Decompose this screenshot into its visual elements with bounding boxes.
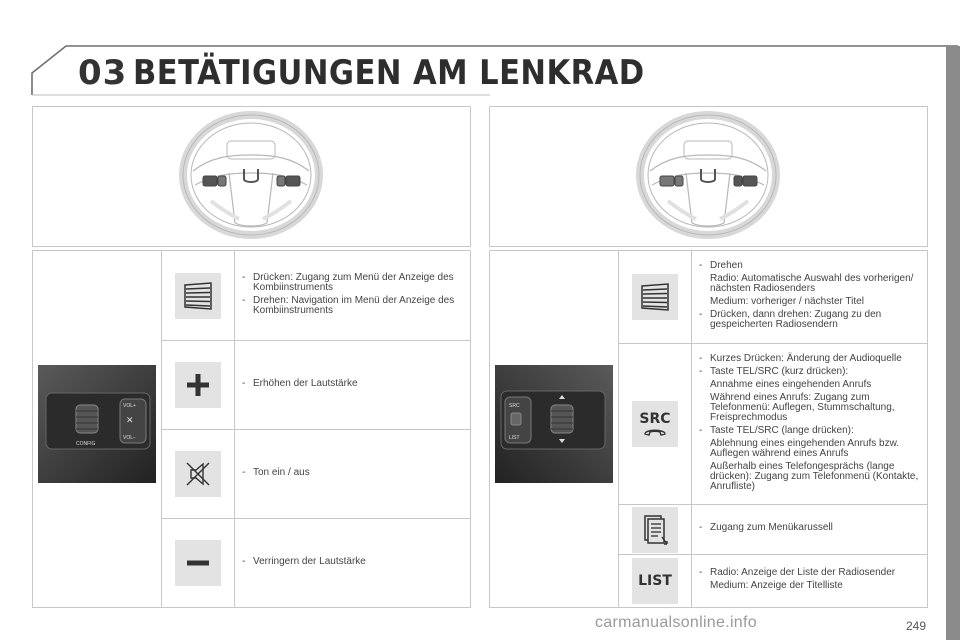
table-row: [618, 504, 927, 554]
table-row: [618, 251, 927, 343]
list-item: - Zugang zum Menükarussell: [699, 522, 833, 533]
table-row: [618, 343, 927, 504]
list-subitem: Außerhalb eines Telefongesprächs (lange drücken): Zugang zum Telefonmenü (Kontakte, Anrufliste): [710, 460, 919, 492]
table-row: [161, 518, 470, 607]
list-label: LIST: [509, 435, 520, 441]
minus-icon: [175, 540, 221, 586]
list-subitem: Radio: Automatische Auswahl des vorherigen/ nächsten Radiosenders: [710, 273, 914, 294]
icon-cell: [619, 505, 692, 554]
icon-cell: [619, 344, 692, 504]
list-item: - Drehen: Navigation im Menü der Anzeige des Kombiinstruments: [242, 294, 455, 316]
steering-wheel-panel-left: [32, 106, 471, 247]
menu-carousel-icon: [632, 507, 678, 553]
list-subitem: Medium: vorheriger / nächster Titel: [710, 296, 864, 307]
icon-cell: [619, 251, 692, 343]
src-icon-label: SRC: [639, 411, 671, 427]
left-rows: [161, 251, 470, 607]
plus-icon: [175, 362, 221, 408]
list-item: - Taste TEL/SRC (kurz drücken):: [699, 365, 849, 377]
list-item: - Drehen: [699, 260, 743, 271]
src-phone-icon: [632, 401, 678, 447]
list-item: - Drücken: Zugang zum Menü der Anzeige des Kombiinstruments: [242, 271, 454, 293]
config-label: CONFIG: [76, 441, 96, 447]
watermark: carmanualsonline.info: [595, 614, 757, 631]
left-controls-table: [32, 250, 471, 608]
left-switch-photo: [38, 365, 156, 483]
list-subitem: Während eines Anrufs: Zugang zum Telefonmenü: Auflegen, Stummschaltung, Freisprechmodus: [710, 391, 895, 423]
phone-handset-icon: [643, 427, 667, 437]
page-number: 249: [906, 619, 927, 633]
icon-cell: [619, 555, 692, 607]
right-controls-table: [489, 250, 928, 608]
description-cell: [699, 251, 921, 343]
icon-cell: [162, 430, 235, 518]
src-label: SRC: [509, 403, 520, 409]
list-item: - Taste TEL/SRC (lange drücken):: [699, 424, 854, 436]
description-cell: [699, 344, 921, 504]
list-icon-label: LIST: [638, 573, 672, 589]
list-item: - Ton ein / aus: [242, 466, 310, 478]
right-switch-photo: [495, 365, 613, 483]
thumbwheel-icon: [175, 273, 221, 319]
icon-cell: [162, 519, 235, 607]
table-row: [161, 340, 470, 429]
mute-glyph: ✕: [126, 416, 134, 426]
description-cell: [242, 519, 464, 607]
description-cell: [699, 505, 921, 554]
list-icon: [632, 558, 678, 604]
vol-minus-label: VOL−: [123, 435, 136, 441]
vol-plus-label: VOL+: [123, 403, 136, 409]
table-row: [618, 554, 927, 607]
side-tab: [946, 46, 960, 640]
steering-wheel-illustration: [33, 107, 470, 246]
list-item: - Verringern der Lautstärke: [242, 555, 366, 567]
list-item: - Erhöhen der Lautstärke: [242, 377, 358, 389]
list-subitem: Medium: Anzeige der Titelliste: [710, 580, 843, 591]
list-subitem: Annahme eines eingehenden Anrufs: [710, 378, 872, 390]
mute-speaker-icon: [175, 451, 221, 497]
table-row: [161, 251, 470, 340]
description-cell: [242, 251, 464, 340]
list-item: - Kurzes Drücken: Änderung der Audioquelle: [699, 352, 902, 364]
chapter-number: 03: [78, 53, 128, 93]
page-title: BETÄTIGUNGEN AM LENKRAD: [133, 53, 645, 93]
list-item: - Radio: Anzeige der Liste der Radiosender: [699, 567, 896, 578]
icon-cell: [162, 251, 235, 340]
table-row: [161, 429, 470, 518]
icon-cell: [162, 341, 235, 429]
right-rows: [618, 251, 927, 607]
description-cell: [242, 341, 464, 429]
steering-wheel-panel-right: [489, 106, 928, 247]
thumbwheel-icon: [632, 274, 678, 320]
steering-wheel-illustration: [490, 107, 927, 246]
description-cell: [242, 430, 464, 518]
list-subitem: Ablehnung eines eingehenden Anrufs bzw. Auflegen während eines Anrufs: [710, 437, 900, 459]
description-cell: [699, 555, 921, 607]
list-item: - Drücken, dann drehen: Zugang zu den gespeicherten Radiosendern: [699, 309, 882, 330]
